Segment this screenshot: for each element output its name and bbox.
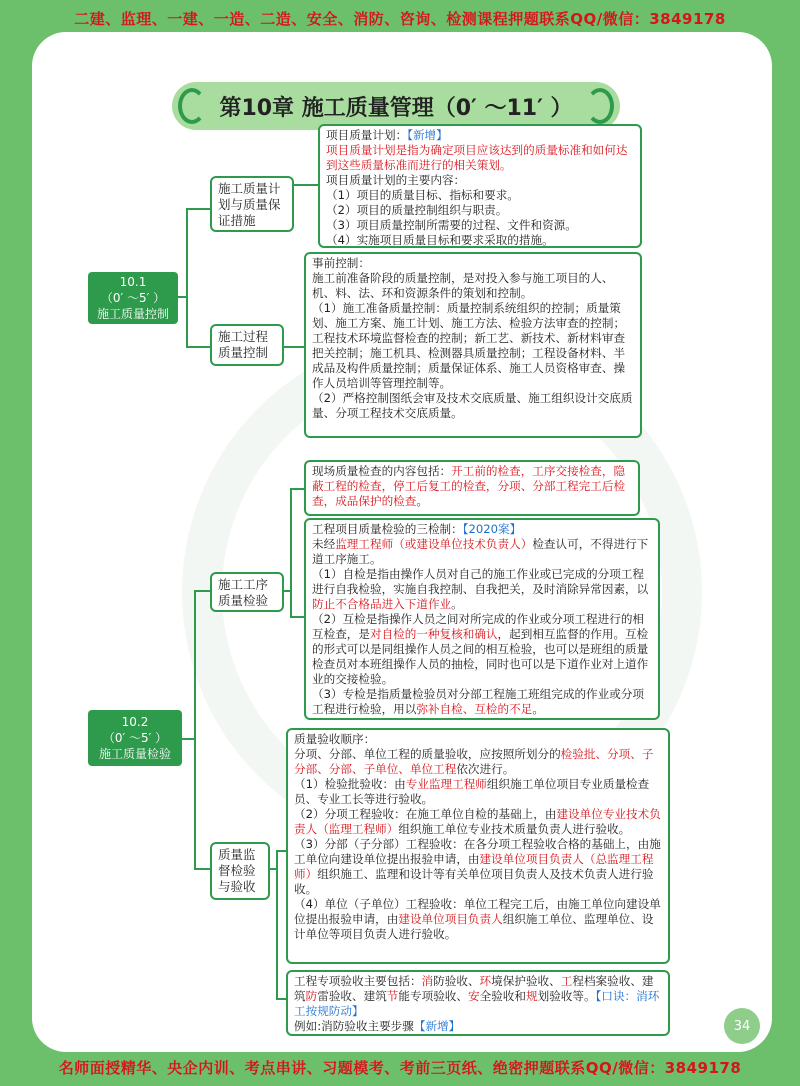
text: 防 xyxy=(305,989,318,1003)
text: 未经 xyxy=(312,537,336,551)
section-name: 施工质量检验 xyxy=(98,747,171,761)
text: 划验收等。 xyxy=(537,989,596,1003)
text: 。 xyxy=(532,702,544,716)
text: 例如:消防验收主要步骤 xyxy=(294,1019,414,1033)
text: 对自检的一种复核和确认 xyxy=(369,627,498,641)
text: 检查认可，不得进行下道工序施工。 xyxy=(312,537,649,566)
content-box-acceptance-order xyxy=(286,728,670,964)
text: 项目质量计划： xyxy=(326,128,408,142)
text: 建设单位项目负责人（总监理工程师） xyxy=(294,852,654,881)
mnemonic: 【口诀：消环工按规防动】 xyxy=(294,989,660,1018)
text: （2）分项工程验收：在施工单位自检的基础上，由 xyxy=(294,807,557,821)
text: 检验批、分项、子分部、分部、子单位、单位工程 xyxy=(294,747,654,776)
sub-topic-plan: 施工质量计划与质量保证措施 xyxy=(210,176,294,232)
chapter-title: 第10章 施工质量管理（0′ ～11′ ） xyxy=(219,95,573,121)
text: 工程专项验收主要包括： xyxy=(294,974,422,988)
connector xyxy=(276,998,286,1000)
content-box-special-acceptance xyxy=(286,970,670,1036)
text: （3）专检是指质量检验员对分部工程施工班组完成的作业或分项工程进行检验，用以 xyxy=(312,687,645,716)
text: （2）严格控制图纸会审及技术交底质量、施工组织设计交底质量、分项工程技术交底质量。 xyxy=(312,391,633,420)
text: （1）自检是指由操作人员对自己的施工作业或已完成的分项工程进行自我检验，实施自我控制、自我把关，及时消除异常因素，以 xyxy=(312,567,649,596)
tag: 【新增】 xyxy=(407,128,448,142)
text: 程档案验收、建筑 xyxy=(294,974,654,1003)
content-box-pre-control xyxy=(304,252,642,438)
section-range: （0′ ～5′ ） xyxy=(102,731,168,745)
text: （3）分部（子分部）工程验收：在各分项工程验收合格的基础上，由施工单位向建设单位提出报验申请，由 xyxy=(294,837,661,866)
text: 专业监理工程师 xyxy=(405,777,487,791)
connector xyxy=(290,488,304,490)
text: 全验收和 xyxy=(479,989,526,1003)
text: （2）互检是指操作人员之间对所完成的作业或分项工程进行的相互检查，是 xyxy=(312,612,645,641)
connector xyxy=(290,488,292,618)
title-cap-left-icon xyxy=(178,88,206,124)
text: 安 xyxy=(467,989,480,1003)
text: 节 xyxy=(386,989,399,1003)
title-cap-right-icon xyxy=(586,88,614,124)
text: 事前控制： xyxy=(312,256,370,270)
text: 。 xyxy=(451,597,463,611)
text: 工 xyxy=(560,974,573,988)
section-10-1 xyxy=(88,272,178,324)
list-item: （2）项目的质量控制组织与职责。 xyxy=(326,203,508,217)
text: 施工前准备阶段的质量控制，是对投入参与施工项目的人、机、料、法、环和资源条件的策划和控制。 xyxy=(312,271,614,300)
content-box-quality-plan xyxy=(318,124,642,248)
text: 组织施工单位、监理单位、设计单位等项目负责人进行验收。 xyxy=(294,912,654,941)
text: 开工前的检查，工序交接检查，隐蔽工程的检查，停工后复工的检查，分项、分部工程完工后检查，成品保护的检查 xyxy=(312,464,626,508)
section-number: 10.2 xyxy=(121,715,149,729)
connector xyxy=(194,868,210,870)
text: 弥补自检、互检的不足 xyxy=(416,702,533,716)
connector xyxy=(290,616,304,618)
text: 。 xyxy=(416,494,428,508)
text: 防验收、 xyxy=(433,974,480,988)
section-range: （0′ ～5′ ） xyxy=(100,291,166,305)
page-number: 34 xyxy=(724,1008,760,1044)
text: 能专项验收、 xyxy=(398,989,468,1003)
connector xyxy=(282,346,304,348)
text: 分项、分部、单位工程的质量验收，应按照所划分的 xyxy=(294,747,561,761)
text: 组织施工单位专业技术质量负责人进行验收。 xyxy=(398,822,631,836)
text: 防止不合格品进入下道作业 xyxy=(312,597,452,611)
text: 项目质量计划是指为确定项目应该达到的质量标准和如何达到这些质量标准而进行的相关策划。 xyxy=(326,143,628,172)
section-name: 施工质量控制 xyxy=(96,307,169,321)
bottom-banner: 名师面授精华、央企内训、考点串讲、习题模考、考前三页纸、绝密押题联系QQ/微信：3849178 xyxy=(58,1059,742,1077)
top-banner: 二建、监理、一建、一造、二造、安全、消防、咨询、检测课程押题联系QQ/微信：3849178 xyxy=(74,10,726,28)
chapter-title-banner xyxy=(172,82,620,130)
sub-topic-process: 施工过程质量控制 xyxy=(210,324,284,366)
text: 消 xyxy=(421,974,434,988)
text: 建设单位专业技术负责人（监理工程师） xyxy=(294,807,661,836)
sub-topic-acceptance: 质量监督检验与验收 xyxy=(210,842,270,900)
connector xyxy=(180,738,196,740)
text: （1）检验批验收：由 xyxy=(294,777,406,791)
tag: 【新增】 xyxy=(413,1019,461,1033)
connector xyxy=(194,590,210,592)
text: 依次进行。 xyxy=(456,762,515,776)
text: ，起到相互监督的作用。互检的形式可以是同组操作人员之间的相互检验，也可以是班组的质量检查员对本班组操作人员的抽检，同时也可以是下道作业对上道作业的交接检验。 xyxy=(312,627,649,686)
content-box-three-checks xyxy=(304,518,660,720)
text: 规 xyxy=(525,989,538,1003)
text: 现场质量检查的内容包括： xyxy=(312,464,452,478)
connector xyxy=(194,590,196,870)
tag: 【2020案】 xyxy=(462,522,522,536)
list-item: （4）实施项目质量目标和要求采取的措施。 xyxy=(326,233,554,247)
text: 境保护验收、 xyxy=(491,974,561,988)
text: 雷验收、建筑 xyxy=(317,989,387,1003)
section-10-2 xyxy=(88,710,182,766)
connector xyxy=(186,208,210,210)
text: 建设单位项目负责人 xyxy=(398,912,503,926)
connector xyxy=(186,208,188,348)
list-item: （3）项目质量控制所需要的过程、文件和资源。 xyxy=(326,218,577,232)
connector xyxy=(276,850,278,1000)
text: （4）单位（子单位）工程验收：单位工程完工后，由施工单位向建设单位提出报验申请，由 xyxy=(294,897,661,926)
section-number: 10.1 xyxy=(119,275,147,289)
connector xyxy=(276,850,286,852)
connector xyxy=(292,184,318,186)
text: （1）施工准备质量控制：质量控制系统组织的控制；质量策划、施工方案、施工计划、施工方法、检验方法审查的控制；工程技术环境监督检查的控制；新工艺、新技术、新材料审查把关控制；施工机具、检测器具质量控制；工程设备材料、半成品及构件质量控制；质量保证体系、施工人员资格审查、操作人员培训等管理控制等。 xyxy=(312,301,626,390)
text: 质量验收顺序： xyxy=(294,732,376,746)
text: 组织施工单位项目专业质量检查员、专业工长等进行验收。 xyxy=(294,777,650,806)
list-item: （1）项目的质量目标、指标和要求。 xyxy=(326,188,519,202)
text: 监理工程师（或建设单位技术负责人） xyxy=(335,537,533,551)
content-box-site-inspection xyxy=(304,460,640,516)
text: 组织施工、监理和设计等有关单位项目负责人及技术负责人进行验收。 xyxy=(294,867,654,896)
connector xyxy=(186,346,210,348)
text: 项目质量计划的主要内容： xyxy=(326,173,466,187)
text: 环 xyxy=(479,974,492,988)
text: 工程项目质量检验的三检制： xyxy=(312,522,463,536)
sub-topic-procedure: 施工工序质量检验 xyxy=(210,572,284,612)
